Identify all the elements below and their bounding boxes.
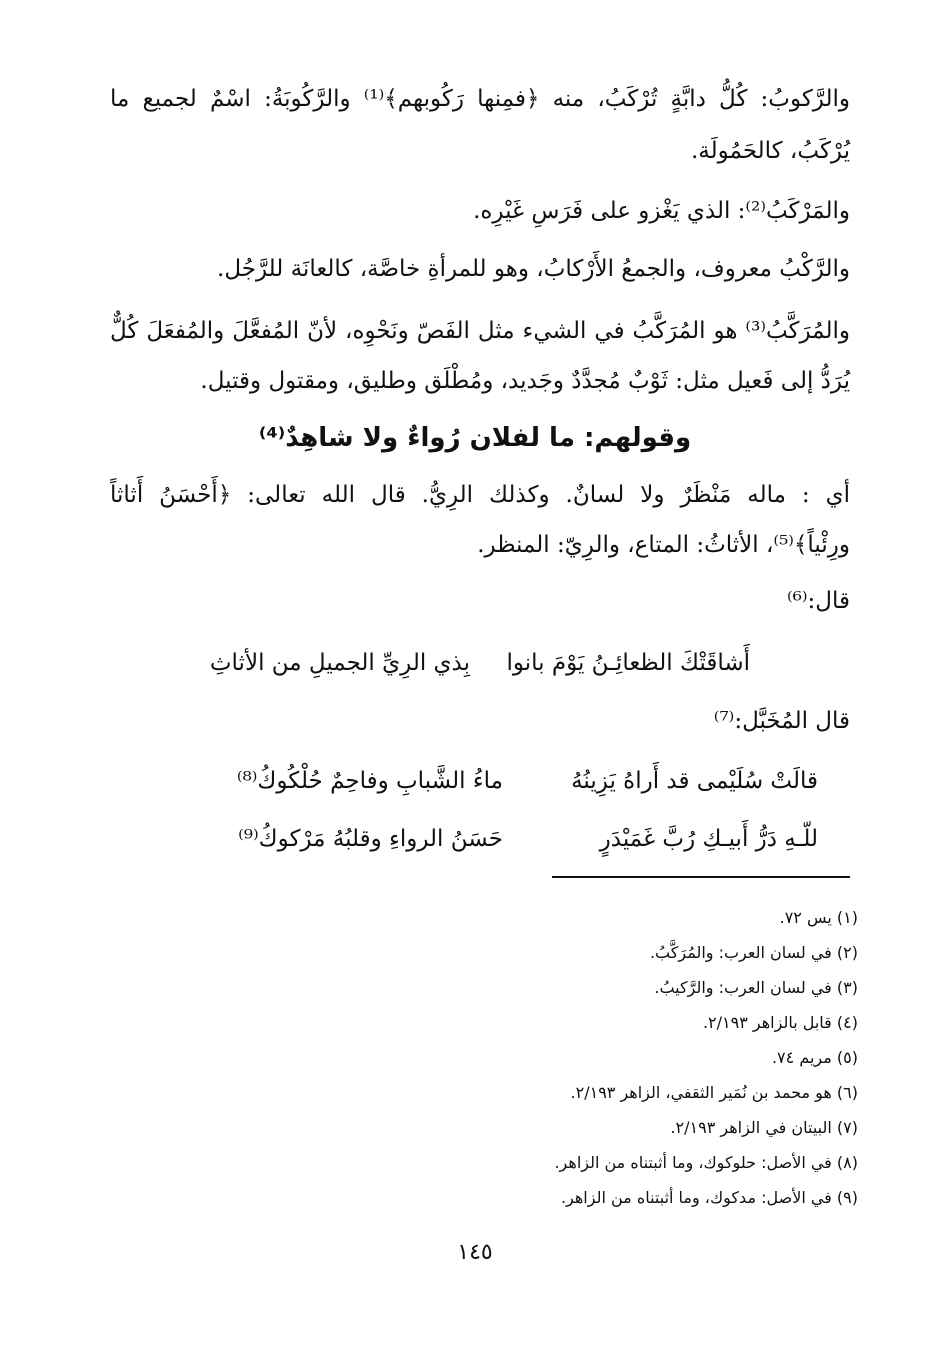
footnote-3: (٣) في لسان العرب: والرَّكيبُ. [654, 978, 858, 997]
footnote-separator [552, 876, 850, 878]
verse-1-first-hemistich: أَشاقَتْكَ الظعائِـنُ يَوْمَ بانوا [506, 650, 750, 676]
paragraph-line-7: أي : ماله مَنْظَرٌ ولا لسانٌ. وكذلك الرِيُّ. قال الله تعالى: ﴿أَحْسَنُ أَثاثاً [110, 482, 850, 508]
paragraph-line-1: والرَّكوبُ: كُلُّ دابَّةٍ تُرْكَبُ، منه ﴿فمِنها رَكُوبهم﴾⁽¹⁾ والرَّكُوبَةُ: اسْمٌ لجميع ما [110, 86, 850, 112]
paragraph-line-2: يُرْكَبُ، كالحَمُولَة. [690, 138, 850, 164]
footnote-9: (٩) في الأصل: مدكوك، وما أثبتناه من الزاهر. [560, 1188, 858, 1207]
verse-2-first-hemistich: قالَتْ سُلَيْمى قد أَراهُ يَزِينُهُ [571, 768, 818, 794]
paragraph-line-4: والرَّكْبُ معروف، والجمعُ الأَرْكابُ، وهو للمرأةِ خاصَّة، كالعانَة للرَّجُل. [217, 256, 850, 282]
paragraph-line-6: يُرَدُّ إلى فَعيل مثل: ثَوْبٌ مُجدَّدٌ وجَديد، ومُطْلَق وطليق، ومقتول وقتيل. [200, 368, 850, 394]
footnote-2: (٢) في لسان العرب: والمُرَكَّبُ. [649, 943, 858, 962]
verse-3-first-hemistich: للّـهِ دَرُّ أَبيـكِ رُبَّ غَمَيْدَرٍ [599, 826, 818, 852]
footnote-1: (١) يس ٧٢. [779, 908, 858, 927]
footnote-8: (٨) في الأصل: حلوكوك، وما أثبتناه من الزاهر. [554, 1153, 858, 1172]
verse-3-second-hemistich: حَسَنُ الرواءِ وقلبُهُ مَرْكوكُ⁽⁹⁾ [238, 826, 503, 852]
paragraph-line-8: ورِئْياً﴾⁽⁵⁾، الأثاثُ: المتاع، والرِيّ: المنظر. [477, 532, 850, 558]
poet-intro-2: قال المُخَبَّل:⁽⁷⁾ [713, 708, 850, 734]
footnote-5: (٥) مريم ٧٤. [771, 1048, 858, 1067]
page-number: ١٤٥ [457, 1240, 493, 1265]
footnote-4: (٤) قابل بالزاهر ٢/١٩٣. [702, 1013, 858, 1032]
verse-1-second-hemistich: بِذي الرِيِّ الجميلِ من الأثاثِ [209, 650, 470, 676]
section-heading: وقولهم: ما لفلان رُواءٌ ولا شاهِدٌ⁽⁴⁾ [258, 423, 692, 453]
verse-2-second-hemistich: ماءُ الشَّبابِ وفاحِمٌ حُلْكُوكُ⁽⁸⁾ [236, 768, 503, 794]
poet-intro-1: قال:⁽⁶⁾ [786, 588, 850, 614]
footnote-7: (٧) البيتان في الزاهر ٢/١٩٣. [670, 1118, 858, 1137]
footnote-6: (٦) هو محمد بن نُمَير الثقفي، الزاهر ٢/١٩٣. [570, 1083, 858, 1102]
paragraph-line-5: والمُرَكَّبُ⁽³⁾ هو المُرَكَّبُ في الشيء مثل الفَصّ ونَحْوِه، لأنّ المُفعَّلَ والمُفعَلَ كُلٌّ [110, 318, 850, 344]
paragraph-line-3: والمَرْكَبُ⁽²⁾: الذي يَغْزو على فَرَسِ غَيْرِه. [473, 198, 850, 224]
